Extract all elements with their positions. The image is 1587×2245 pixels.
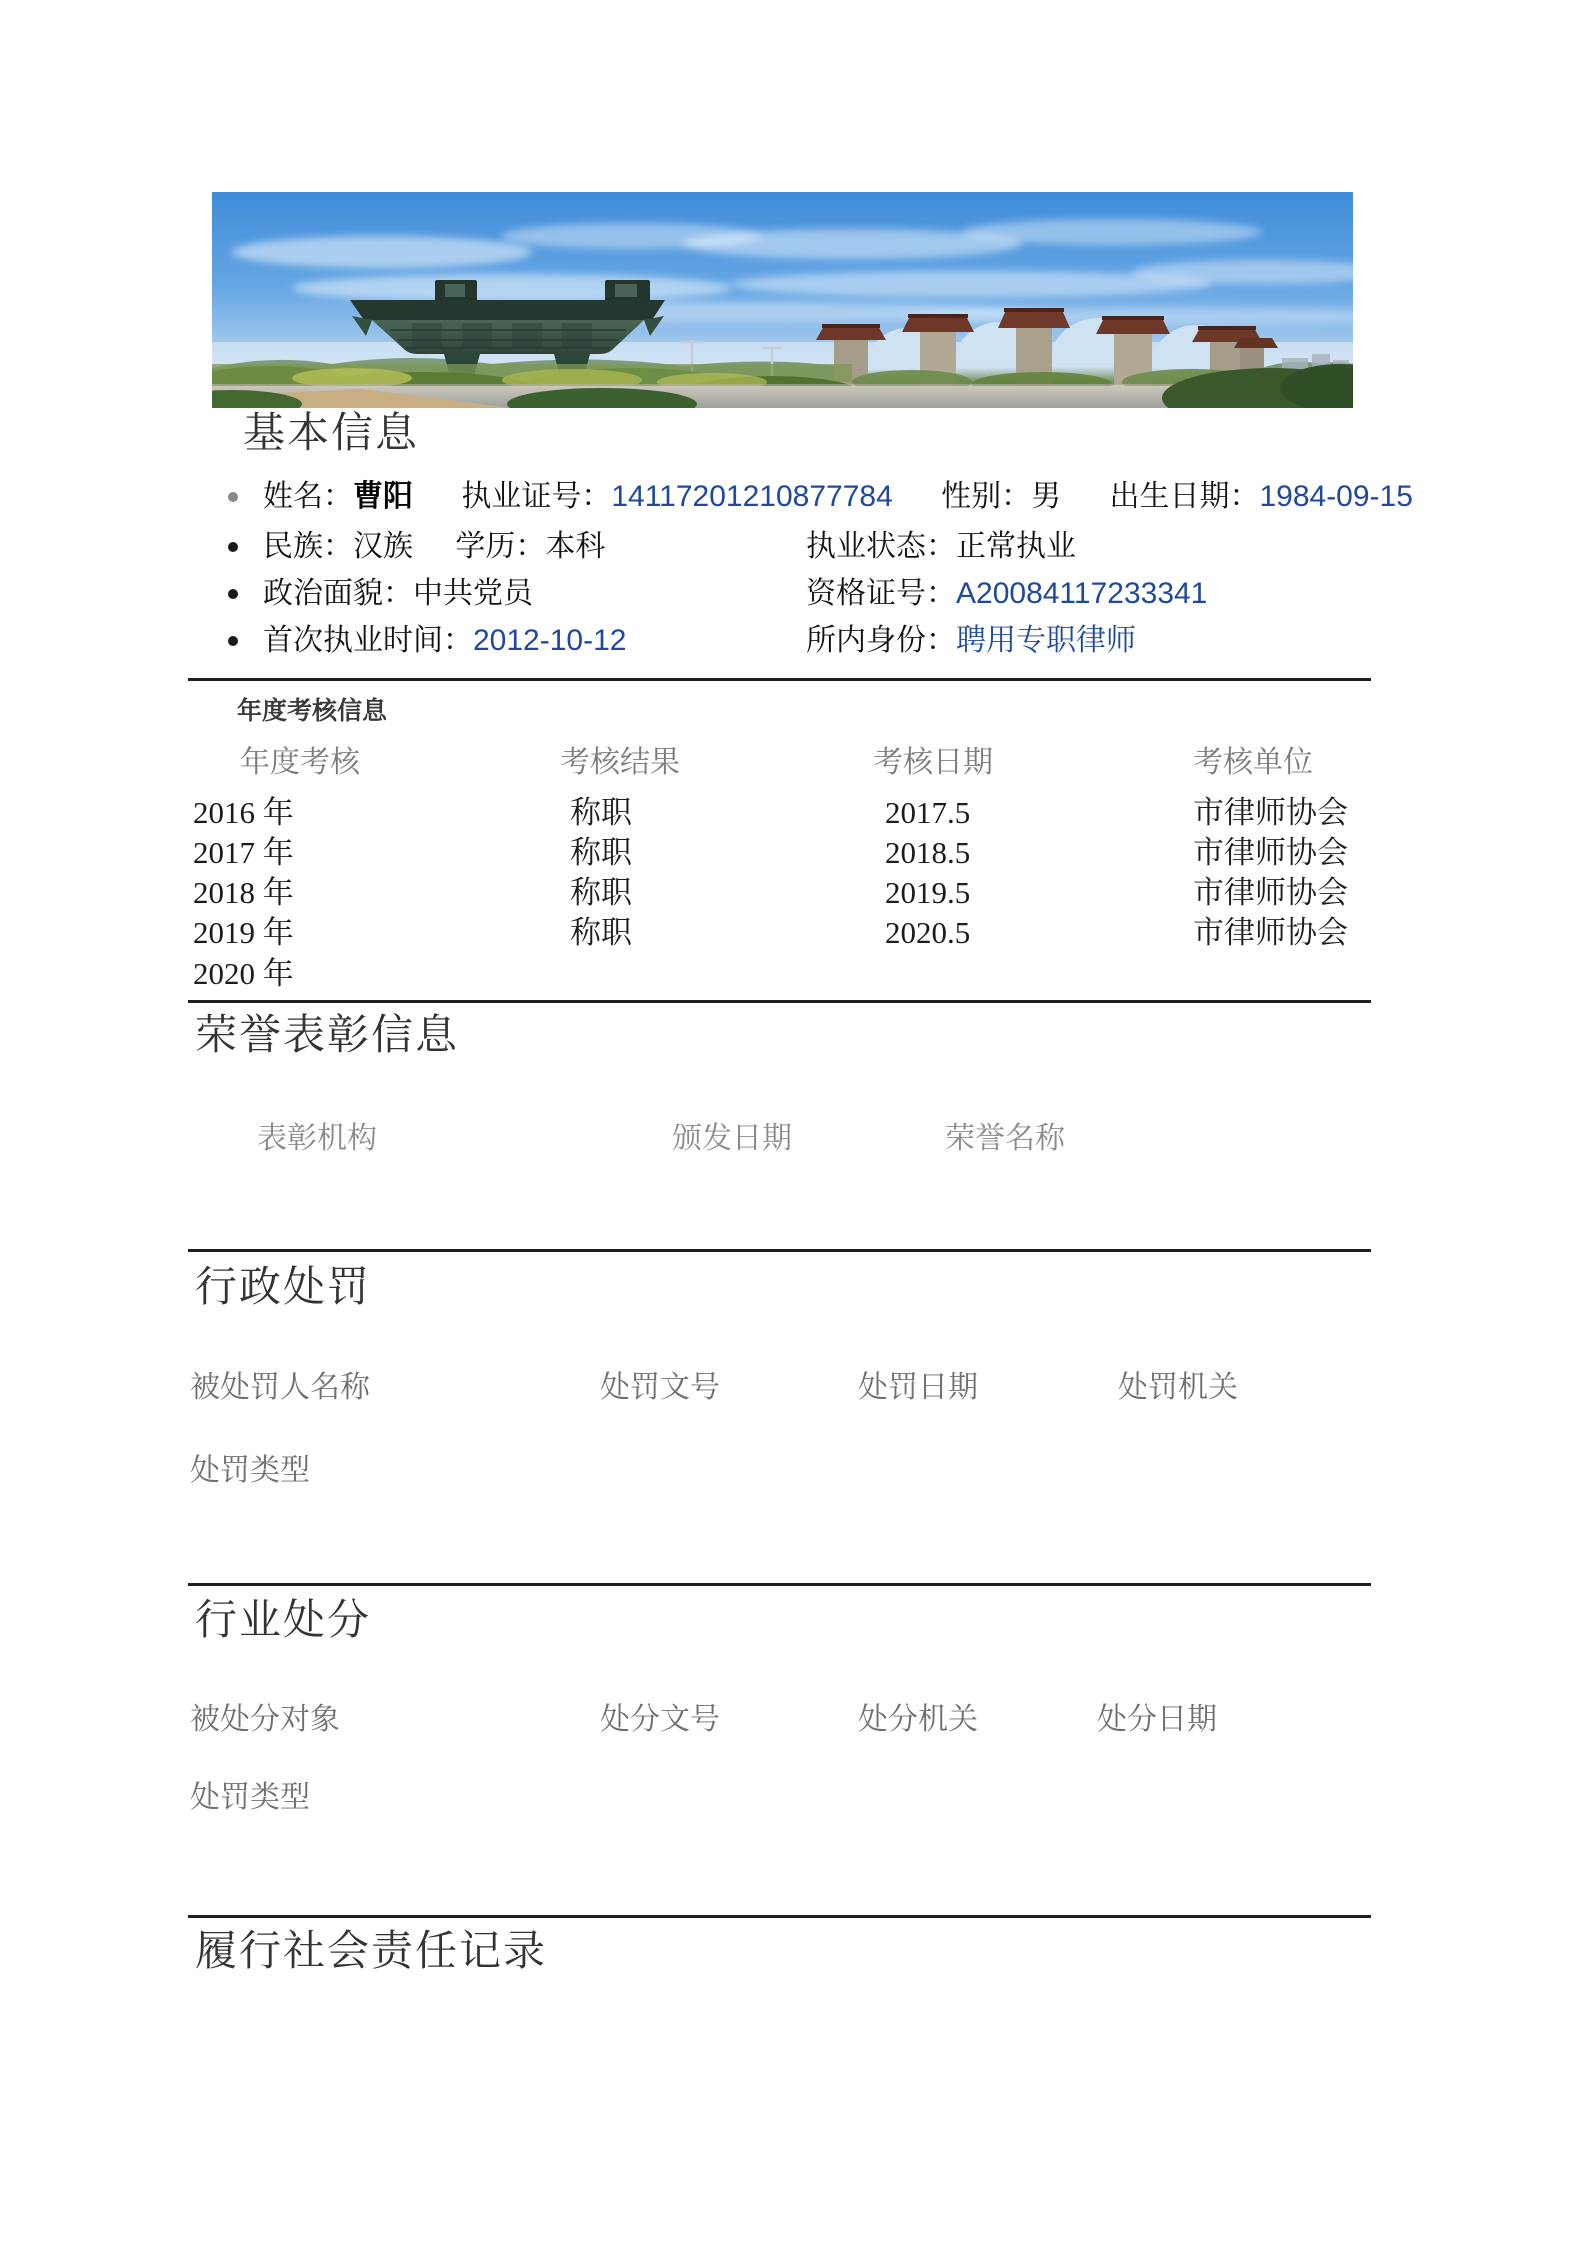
assessment-cell-org: 市律师协会 — [1193, 875, 1348, 910]
section-title-basic-info: 基本信息 — [243, 411, 420, 457]
assessment-cell-result: 称职 — [570, 795, 632, 830]
section-title-social-responsibility: 履行社会责任记录 — [195, 1929, 548, 1975]
basic-info-row-1 — [228, 479, 1413, 515]
assessment-cell-year: 2019 年 — [193, 915, 294, 950]
bullet-icon — [228, 492, 238, 502]
basic-info-row-2 — [228, 529, 1371, 565]
header-photo — [212, 192, 1353, 408]
status-label: 执业状态： — [806, 530, 956, 563]
section-divider — [188, 678, 1371, 681]
section-title-discipline: 行业处分 — [195, 1598, 372, 1644]
assessment-cell-org: 市律师协会 — [1193, 835, 1348, 870]
politics-label: 政治面貌： — [263, 577, 413, 610]
section-title-admin-penalty: 行政处罚 — [195, 1265, 372, 1311]
section-divider — [188, 1000, 1371, 1003]
first-practice-label: 首次执业时间： — [263, 624, 473, 657]
penalty-header-docno: 处罚文号 — [600, 1371, 720, 1404]
bullet-icon — [228, 636, 238, 646]
birth-value: 1984-09-15 — [1259, 480, 1413, 513]
assessment-header-year: 年度考核 — [240, 746, 360, 779]
firm-role-value: 聘用专职律师 — [956, 624, 1136, 657]
basic-info-row-4 — [228, 623, 1371, 659]
assessment-cell-date: 2020.5 — [885, 915, 971, 950]
education-label: 学历： — [455, 530, 546, 563]
assessment-header-date: 考核日期 — [873, 746, 993, 779]
penalty-header-type: 处罚类型 — [190, 1454, 310, 1487]
practice-status — [806, 529, 1076, 565]
discipline-header-type: 处罚类型 — [190, 1781, 310, 1814]
first-practice-value: 2012-10-12 — [473, 624, 627, 657]
discipline-header-date: 处分日期 — [1097, 1703, 1217, 1736]
discipline-header-docno: 处分文号 — [600, 1703, 720, 1736]
assessment-cell-year: 2020 年 — [193, 956, 294, 991]
license-label: 执业证号： — [461, 480, 612, 513]
gender-value: 男 — [1031, 480, 1062, 513]
education-value: 本科 — [545, 530, 606, 563]
assessment-cell-date: 2018.5 — [885, 835, 971, 870]
name-value: 曹阳 — [353, 480, 413, 513]
firm-role-label: 所内身份： — [806, 624, 956, 657]
honors-header-date: 颁发日期 — [672, 1122, 792, 1155]
honors-header-org: 表彰机构 — [257, 1122, 377, 1155]
gender-label: 性别： — [941, 480, 1032, 513]
firm-role-group — [806, 623, 1136, 659]
politics-value: 中共党员 — [413, 577, 533, 610]
basic-info-row-3 — [228, 576, 1371, 612]
section-divider — [188, 1915, 1371, 1918]
penalty-header-person: 被处罚人名称 — [190, 1371, 370, 1404]
qualification-label: 资格证号： — [806, 577, 956, 610]
bullet-icon — [228, 589, 238, 599]
penalty-header-org: 处罚机关 — [1118, 1371, 1238, 1404]
qualification-group — [806, 576, 1207, 612]
section-divider — [188, 1249, 1371, 1252]
discipline-header-org: 处分机关 — [858, 1703, 978, 1736]
assessment-header-org: 考核单位 — [1193, 746, 1313, 779]
qualification-value: A20084117233341 — [956, 577, 1208, 610]
politics-group — [263, 577, 533, 610]
assessment-cell-org: 市律师协会 — [1193, 795, 1348, 830]
assessment-cell-org: 市律师协会 — [1193, 915, 1348, 950]
assessment-section-label: 年度考核信息 — [237, 697, 388, 725]
assessment-cell-year: 2016 年 — [193, 795, 294, 830]
license-value: 14117201210877784 — [611, 480, 893, 513]
assessment-cell-result: 称职 — [570, 915, 632, 950]
assessment-header-result: 考核结果 — [560, 746, 680, 779]
discipline-header-person: 被处分对象 — [190, 1703, 340, 1736]
section-title-honors: 荣誉表彰信息 — [195, 1013, 460, 1059]
assessment-cell-result: 称职 — [570, 835, 632, 870]
birth-label: 出生日期： — [1109, 480, 1260, 513]
basic-row1-text — [263, 480, 1413, 513]
section-divider — [188, 1583, 1371, 1586]
assessment-cell-year: 2018 年 — [193, 875, 294, 910]
basic-row2-left — [263, 530, 605, 563]
bullet-icon — [228, 542, 238, 552]
header-photo-illustration — [212, 192, 1353, 408]
assessment-cell-year: 2017 年 — [193, 835, 294, 870]
ethnicity-value: 汉族 — [353, 530, 413, 563]
penalty-header-date: 处罚日期 — [858, 1371, 978, 1404]
assessment-cell-date: 2019.5 — [885, 875, 971, 910]
ethnicity-label: 民族： — [263, 530, 353, 563]
name-label: 姓名： — [263, 480, 353, 513]
status-value: 正常执业 — [956, 530, 1076, 563]
assessment-cell-result: 称职 — [570, 875, 632, 910]
first-practice-group — [263, 624, 626, 657]
honors-header-name: 荣誉名称 — [945, 1122, 1065, 1155]
assessment-cell-date: 2017.5 — [885, 795, 971, 830]
